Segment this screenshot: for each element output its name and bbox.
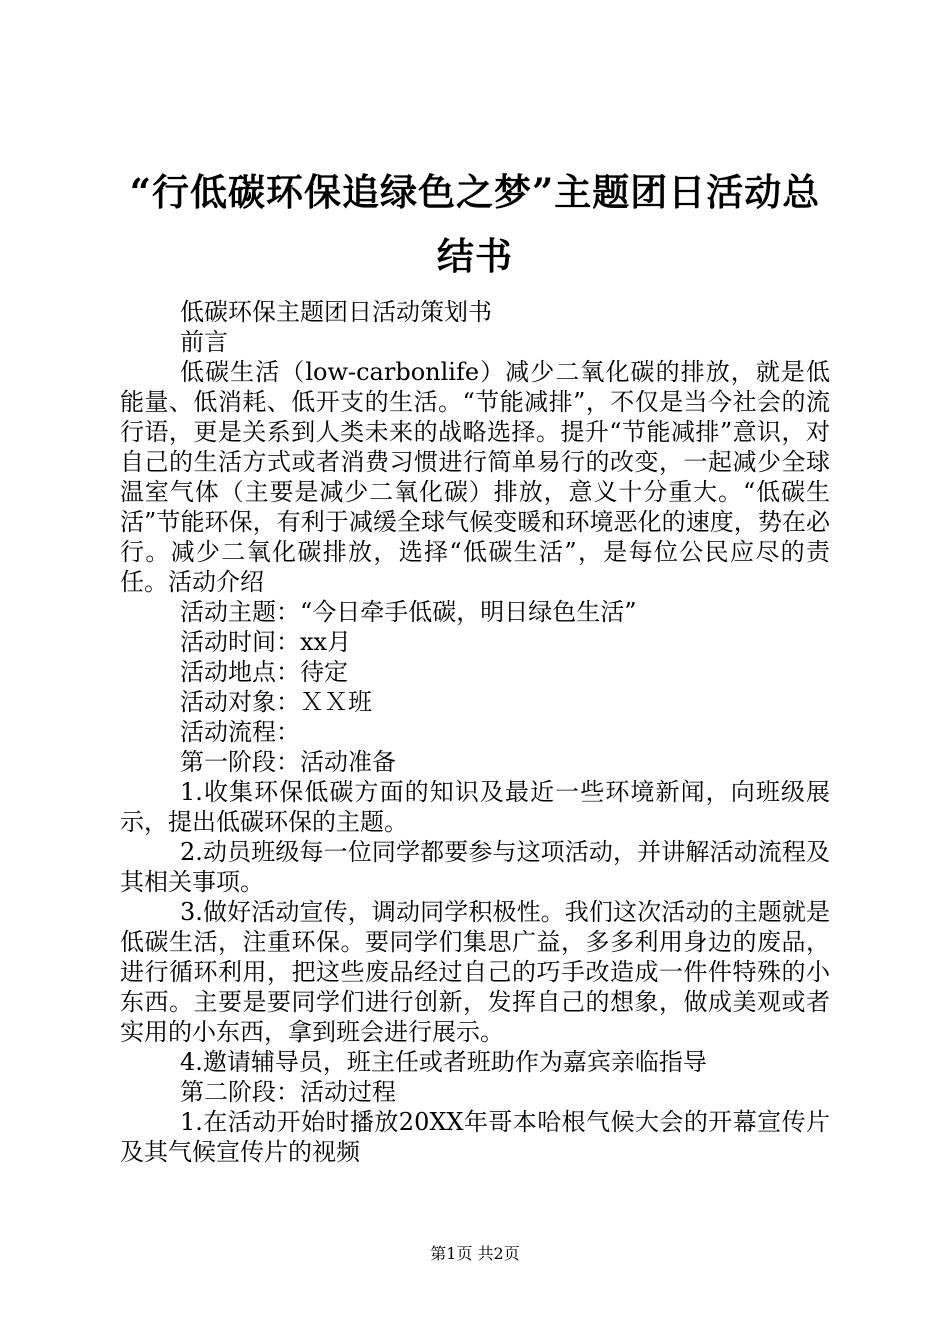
paragraph: 活动地点：待定	[180, 658, 348, 686]
paragraph: 1.收集环保低碳方面的知识及最近一些环境新闻，向班级展示，提出低碳环保的主题。	[120, 778, 830, 836]
document-title: “行低碳环保追绿色之梦”主题团日活动总结书	[129, 170, 821, 278]
paragraph: 前言	[180, 328, 228, 356]
paragraph: 第一阶段：活动准备	[180, 748, 396, 776]
document-body	[120, 297, 830, 1167]
paragraph: 4.邀请辅导员，班主任或者班助作为嘉宾亲临指导	[180, 1048, 707, 1076]
paragraph: 活动主题：“今日牵手低碳，明日绿色生活”	[180, 598, 637, 626]
page-footer: 第1页 共2页	[430, 1244, 520, 1263]
paragraph: 低碳生活（low-carbonlife）减少二氧化碳的排放，就是低能量、低消耗、低开支的生活。“节能减排”，不仅是当今社会的流行语，更是关系到人类未来的战略选择。提升“节能减排”意识，对自己的生活方式或者消费习惯进行简单易行的改变，一起减少全球温室气体（主要是减少二氧化碳）排放，意义十分重大。“低碳生活”节能环保，有利于减缓全球气候变暖和环境恶化的速度，势在必行。减少二氧化碳排放，选择“低碳生活”，是每位公民应尽的责任。活动介绍	[120, 358, 830, 596]
paragraph: 3.做好活动宣传，调动同学积极性。我们这次活动的主题就是低碳生活，注重环保。要同学们集思广益，多多利用身边的废品，进行循环利用，把这些废品经过自己的巧手改造成一件件特殊的小东西。主要是要同学们进行创新，发挥自己的想象，做成美观或者实用的小东西，拿到班会进行展示。	[120, 898, 830, 1046]
paragraph: 活动流程：	[180, 718, 300, 746]
paragraph: 活动对象：ＸＸ班	[180, 688, 372, 716]
paragraph: 1.在活动开始时播放20XX年哥本哈根气候大会的开幕宣传片及其气候宣传片的视频	[120, 1108, 830, 1166]
paragraph: 低碳环保主题团日活动策划书	[180, 298, 492, 326]
paragraph: 活动时间：xx月	[180, 628, 352, 656]
paragraph: 2.动员班级每一位同学都要参与这项活动，并讲解活动流程及其相关事项。	[120, 838, 830, 896]
paragraph: 第二阶段：活动过程	[180, 1078, 396, 1106]
